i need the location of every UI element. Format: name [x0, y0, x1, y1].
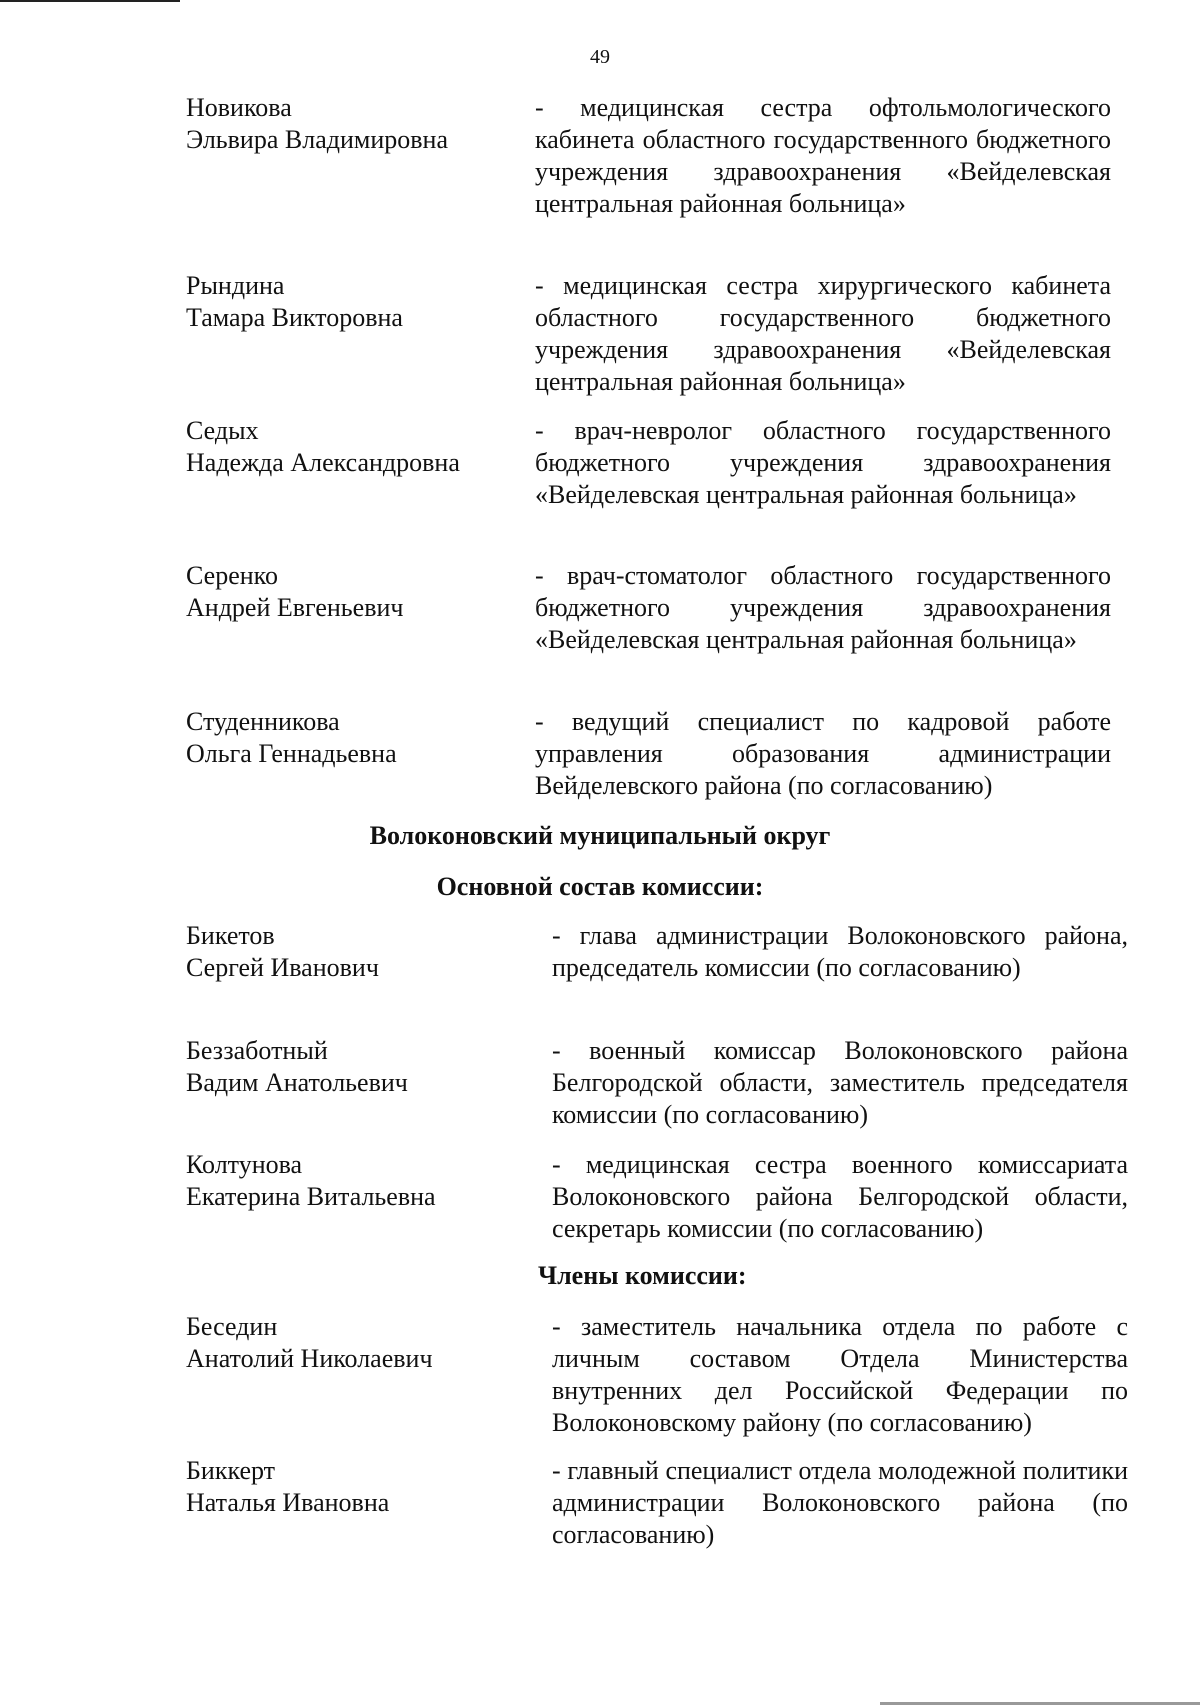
- person-given-name: Андрей Евгеньевич: [186, 593, 404, 622]
- person-surname: Беззаботный: [186, 1036, 328, 1065]
- person-given-name: Тамара Викторовна: [186, 303, 403, 332]
- person-surname: Студенникова: [186, 707, 340, 736]
- person-name: [186, 1455, 526, 1519]
- person-role: - ведущий специалист по кадровой работе управления образования администрации Вейделевского района (по согласованию): [535, 707, 1111, 800]
- person-role: - врач-невролог областного государственного бюджетного учреждения здравоохранения «Вейделевская центральная районная больница»: [535, 416, 1111, 509]
- person-surname: Новикова: [186, 93, 292, 122]
- person-name: [186, 1311, 526, 1375]
- person-name: [186, 560, 526, 624]
- person-name: [186, 1035, 526, 1099]
- person-role: - медицинская сестра офтольмологического кабинета областного государственного бюджетного учреждения здравоохранения «Вейделевская центральная районная больница»: [535, 93, 1111, 218]
- scan-edge-mark-top: [0, 0, 180, 2]
- person-given-name: Надежда Александровна: [186, 448, 460, 477]
- person-role: - военный комиссар Волоконовского района Белгородской области, заместитель председателя комиссии (по согласованию): [552, 1036, 1128, 1129]
- person-name: [186, 415, 526, 479]
- members-heading: Члены комиссии:: [538, 1261, 747, 1290]
- person-name: [186, 270, 526, 334]
- person-name: [186, 92, 526, 156]
- person-given-name: Вадим Анатольевич: [186, 1068, 408, 1097]
- person-role: - глава администрации Волоконовского района, председатель комиссии (по согласованию): [552, 921, 1128, 982]
- person-surname: Серенко: [186, 561, 278, 590]
- person-name: [186, 706, 526, 770]
- person-surname: Беседин: [186, 1312, 278, 1341]
- district-heading: Волоконовский муниципальный округ: [369, 821, 831, 850]
- person-surname: Седых: [186, 416, 259, 445]
- person-given-name: Наталья Ивановна: [186, 1488, 390, 1517]
- person-surname: Колтунова: [186, 1150, 303, 1179]
- person-role: - медицинская сестра военного комиссариата Волоконовского района Белгородской области, секретарь комиссии (по согласованию): [552, 1150, 1128, 1243]
- person-given-name: Екатерина Витальевна: [186, 1182, 436, 1211]
- person-given-name: Анатолий Николаевич: [186, 1344, 433, 1373]
- person-role: - главный специалист отдела молодежной политики администрации Волоконовского района (по согласованию): [552, 1456, 1128, 1549]
- person-surname: Биккерт: [186, 1456, 276, 1485]
- person-name: [186, 920, 526, 984]
- person-surname: Бикетов: [186, 921, 275, 950]
- scan-edge-mark-bottom: [880, 1702, 1200, 1705]
- person-role: - врач-стоматолог областного государственного бюджетного учреждения здравоохранения «Вейделевская центральная районная больница»: [535, 561, 1111, 654]
- person-name: [186, 1149, 526, 1213]
- person-surname: Рындина: [186, 271, 285, 300]
- page-number: 49: [590, 46, 610, 68]
- person-given-name: Сергей Иванович: [186, 953, 379, 982]
- person-given-name: Эльвира Владимировна: [186, 125, 448, 154]
- main-composition-heading: Основной состав комиссии:: [436, 872, 764, 901]
- person-role: - заместитель начальника отдела по работе с личным составом Отдела Министерства внутренних дел Российской Федерации по Волоконовскому району (по согласованию): [552, 1312, 1128, 1437]
- person-role: - медицинская сестра хирургического кабинета областного государственного бюджетного учреждения здравоохранения «Вейделевская центральная районная больница»: [535, 271, 1111, 396]
- person-given-name: Ольга Геннадьевна: [186, 739, 397, 768]
